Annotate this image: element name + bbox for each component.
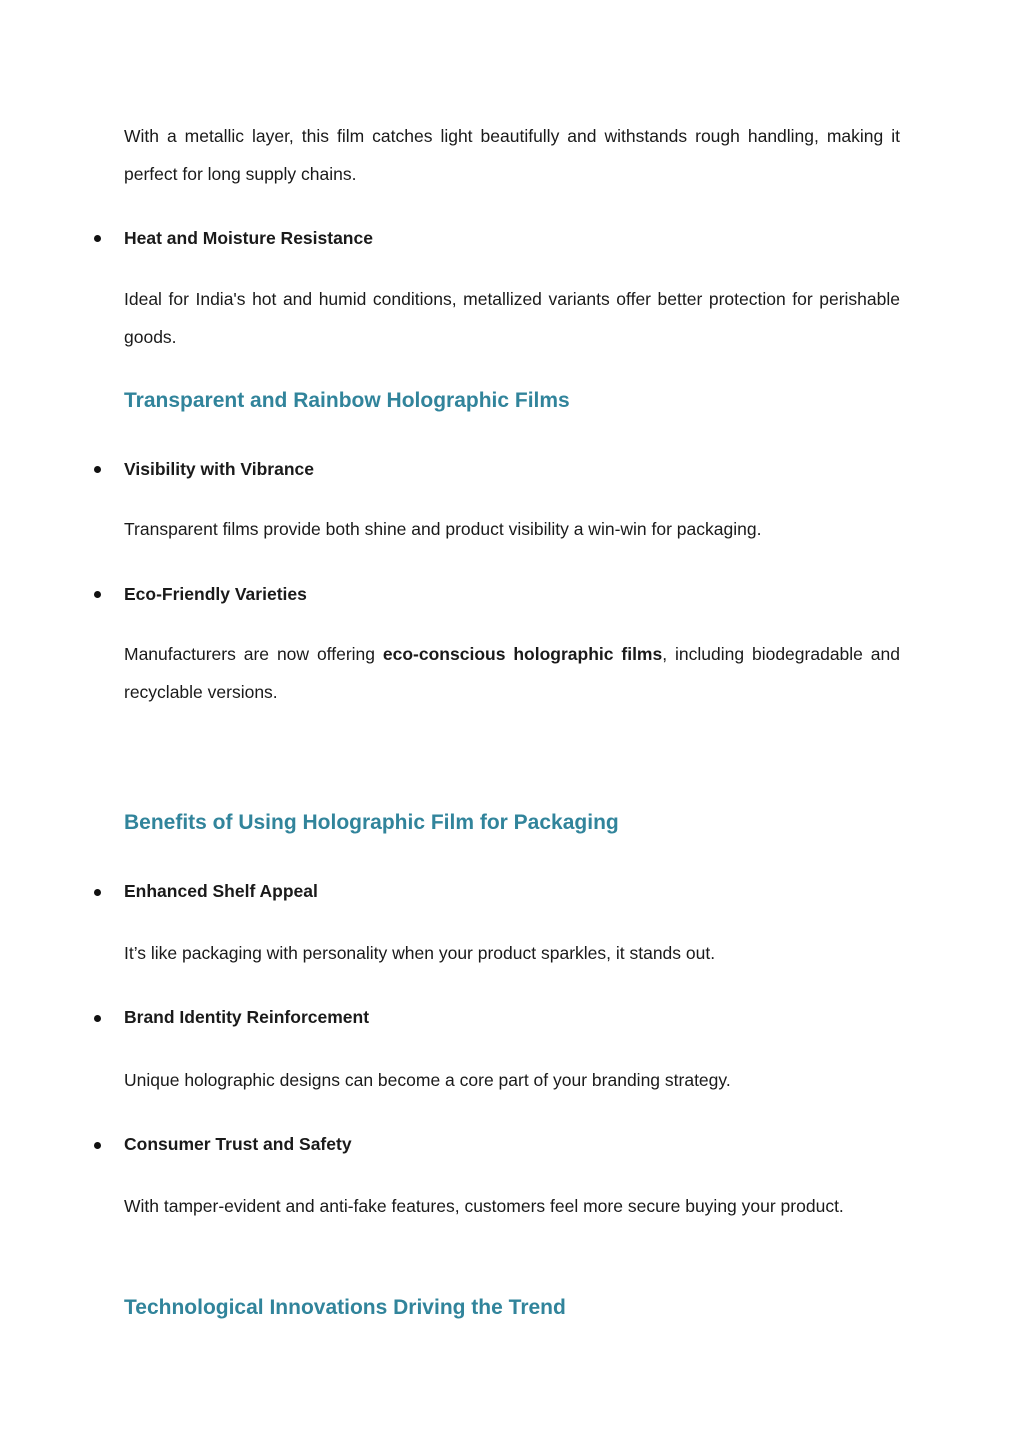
item-description-block	[124, 511, 900, 549]
eco-text-bold: eco-conscious holographic films	[382, 644, 663, 664]
bullet-icon	[91, 232, 103, 244]
item-description-block	[124, 281, 900, 356]
item-title-consumer-trust: Consumer Trust and Safety	[124, 1134, 352, 1154]
section-heading-tech: Technological Innovations Driving the Trend	[124, 1296, 566, 1319]
bullet-icon	[91, 1012, 103, 1024]
item-title-visibility: Visibility with Vibrance	[124, 459, 314, 479]
item-description-visibility: Transparent films provide both shine and product visibility a win-win for packaging.	[124, 519, 762, 539]
bullet-icon	[91, 1139, 103, 1151]
bullet-icon	[91, 588, 103, 600]
item-description-brand-identity: Unique holographic designs can become a core part of your branding strategy.	[124, 1070, 731, 1090]
eco-text-after: , including biodegradable and recyclable versions.	[124, 644, 900, 702]
item-description-eco-friendly	[124, 636, 900, 711]
item-title-shelf-appeal: Enhanced Shelf Appeal	[124, 881, 318, 901]
intro-paragraph: With a metallic layer, this film catches light beautifully and withstands rough handling, making it perfect for long supply chains.	[124, 126, 900, 184]
item-description-shelf-appeal: It’s like packaging with personality when your product sparkles, it stands out.	[124, 943, 716, 963]
item-title-eco-friendly: Eco-Friendly Varieties	[124, 584, 307, 604]
intro-paragraph-block	[124, 118, 900, 193]
item-description-block	[124, 1062, 900, 1100]
bullet-icon	[91, 886, 103, 898]
item-description-block	[124, 1188, 900, 1226]
item-title-brand-identity: Brand Identity Reinforcement	[124, 1007, 370, 1027]
item-description-block	[124, 636, 900, 711]
section-heading-transparent: Transparent and Rainbow Holographic Films	[124, 389, 570, 412]
item-description-block	[124, 935, 900, 973]
section-heading-benefits: Benefits of Using Holographic Film for Packaging	[124, 811, 619, 834]
item-description-heat-moisture: Ideal for India's hot and humid conditions, metallized variants offer better protection for perishable goods.	[124, 289, 900, 347]
eco-text-before: Manufacturers are now offering	[124, 644, 383, 664]
item-title-heat-moisture: Heat and Moisture Resistance	[124, 228, 373, 248]
item-description-consumer-trust: With tamper-evident and anti-fake features, customers feel more secure buying your product.	[124, 1196, 844, 1216]
bullet-icon	[91, 463, 103, 475]
